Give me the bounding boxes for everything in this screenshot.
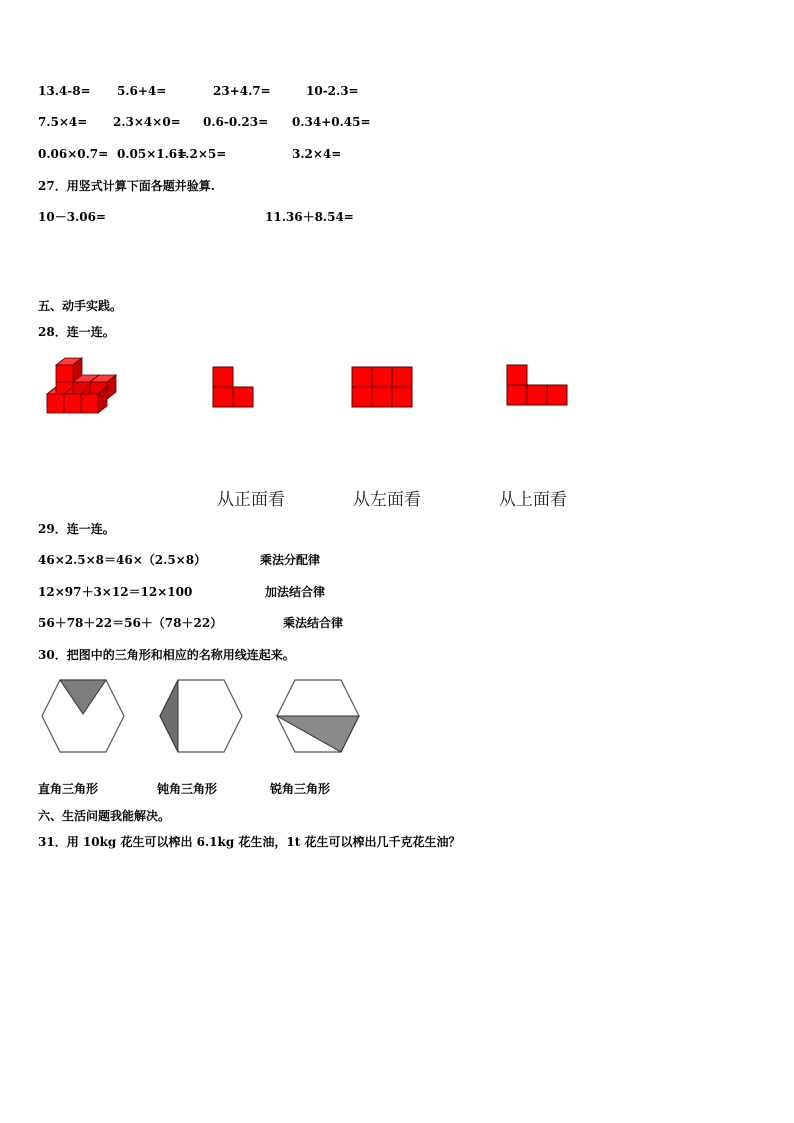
- arith-3-1: 0.06×0.7=: [38, 147, 109, 161]
- q29-equation-1: 46×2.5×8＝46×（2.5×8）: [38, 553, 207, 567]
- arith-3-4: 3.2×4=: [292, 147, 342, 161]
- arith-2-2: 2.3×4×0=: [113, 115, 181, 129]
- section5-title: 五、动手实践。: [38, 299, 123, 313]
- arith-1-3: 23+4.7=: [213, 84, 271, 98]
- q28-title: 28．连一连。: [38, 325, 115, 339]
- q27-problem-2: 11.36＋8.54=: [265, 210, 354, 224]
- q29-law-2: 加法结合律: [265, 585, 326, 599]
- hexagon-triangle-2: [156, 678, 246, 754]
- q30-name-2: 钝角三角形: [157, 782, 218, 796]
- arith-2-4: 0.34+0.45=: [292, 115, 371, 129]
- q29-law-3: 乘法结合律: [283, 616, 344, 630]
- hexagon-triangle-1: [38, 678, 128, 754]
- section6-title: 六、生活问题我能解决。: [38, 809, 171, 823]
- q29-equation-3: 56＋78＋22＝56＋（78＋22）: [38, 616, 223, 630]
- view-label-top: 从上面看: [499, 490, 567, 510]
- arith-1-2: 5.6+4=: [117, 84, 167, 98]
- q30-name-1: 直角三角形: [38, 782, 99, 796]
- cube-view-l-small: [212, 366, 256, 410]
- q31-title: 31．用 10kg 花生可以榨出 6.1kg 花生油，1t 花生可以榨出几千克花生油？: [38, 835, 461, 849]
- hexagon-triangle-3: [273, 678, 363, 754]
- q30-name-3: 锐角三角形: [270, 782, 331, 796]
- arith-1-4: 10-2.3=: [306, 84, 359, 98]
- q27-problem-1: 10－3.06=: [38, 210, 106, 224]
- view-label-left: 从左面看: [353, 490, 421, 510]
- cube-view-rectangle: [351, 366, 415, 410]
- cube-view-l-wide: [506, 364, 570, 408]
- arith-3-2: 0.05×1.6=: [117, 147, 188, 161]
- arith-1-1: 13.4-8=: [38, 84, 91, 98]
- arith-2-3: 0.6-0.23=: [203, 115, 269, 129]
- q29-title: 29．连一连。: [38, 522, 115, 536]
- q29-equation-2: 12×97＋3×12＝12×100: [38, 585, 193, 599]
- arith-2-1: 7.5×4=: [38, 115, 88, 129]
- arith-3-3: 1.2×5=: [177, 147, 227, 161]
- q29-law-1: 乘法分配律: [260, 553, 321, 567]
- cube-solid-figure: [40, 350, 130, 420]
- q27-title: 27．用竖式计算下面各题并验算.: [38, 179, 215, 193]
- view-label-front: 从正面看: [217, 490, 285, 510]
- q30-title: 30．把图中的三角形和相应的名称用线连起来。: [38, 648, 295, 662]
